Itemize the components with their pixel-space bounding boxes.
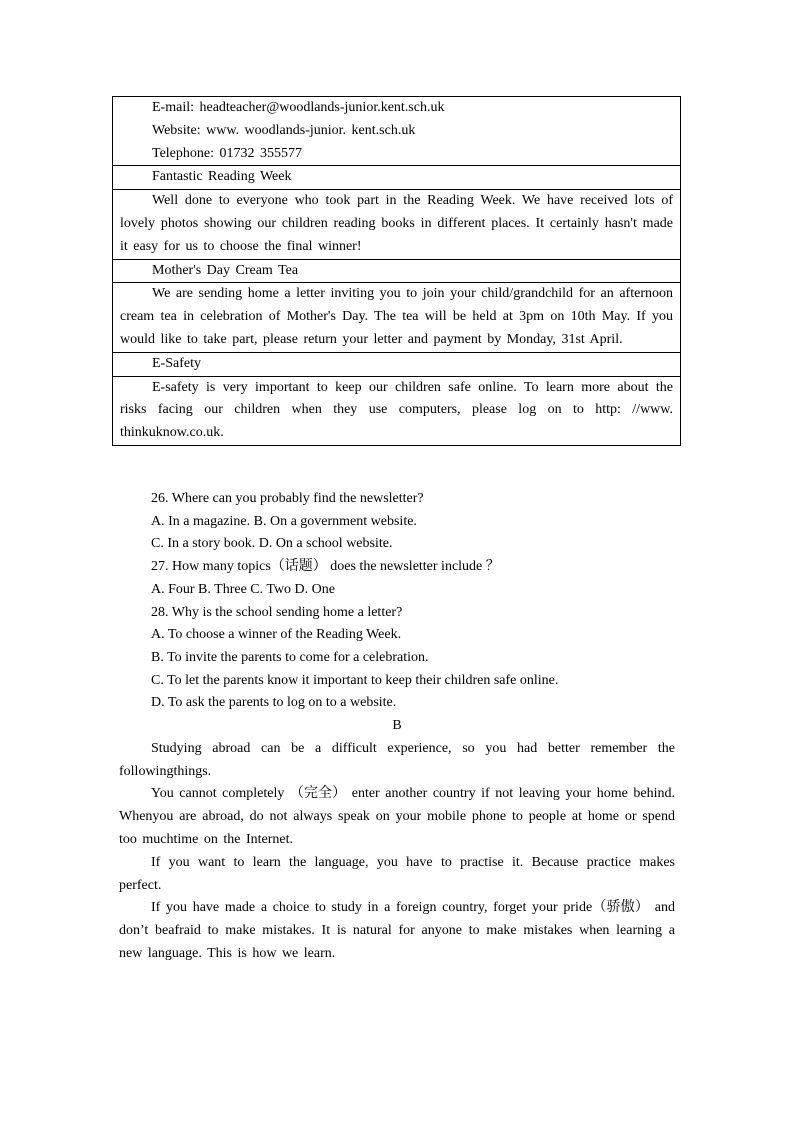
section-body: Well done to everyone who took part in the Reading Week. We have received lots of lovely photos showing our children reading books in different places. It certainly hasn't made it easy for us to choose the final winner!	[120, 193, 673, 254]
question-26-option-ab: A. In a magazine. B. On a government website.	[151, 513, 417, 529]
section-heading-e-safety	[113, 352, 680, 376]
section-body-e-safety	[113, 376, 680, 445]
question-28-stem: 28. Why is the school sending home a letter?	[151, 604, 403, 620]
passage-b	[119, 738, 675, 966]
question-26-option-cd: C. In a story book. D. On a school website.	[151, 536, 393, 552]
contact-telephone: Telephone: 01732 355577	[152, 145, 302, 161]
newsletter-table	[112, 96, 681, 446]
section-body: E-safety is very important to keep our children safe online. To learn more about the risks facing our children when they use computers, please log on to http: //www. thinkuknow.co.uk.	[120, 379, 673, 441]
section-body-reading-week	[113, 189, 680, 258]
section-body-cream-tea	[113, 282, 680, 351]
passage-paragraph: You cannot completely （完全） enter another country if not leaving your home behind. Whenyou are abroad, do not always speak on your mobile phone to people at home or spend too muchtime on the Internet.	[119, 786, 675, 847]
contact-email: E-mail: headteacher@woodlands-junior.kent.sch.uk	[152, 100, 445, 115]
question-28-option-a: A. To choose a winner of the Reading Week.	[151, 627, 402, 643]
section-heading-reading-week	[113, 165, 680, 189]
section-heading-cream-tea	[113, 259, 680, 283]
question-27-stem: 27. How many topics（话题） does the newsletter include ？	[151, 559, 500, 575]
passage-paragraph: If you have made a choice to study in a foreign country, forget your pride（骄傲） and don’t beafraid to make mistakes. It is natural for anyone to make mistakes when learning a new language. This is how we learn.	[119, 900, 675, 961]
question-28-option-d: D. To ask the parents to log on to a website.	[151, 695, 397, 711]
contact-website: Website: www. woodlands-junior. kent.sch.uk	[152, 122, 416, 138]
question-27-options: A. Four B. Three C. Two D. One	[151, 581, 335, 597]
questions-and-passage	[119, 488, 675, 966]
section-heading: Fantastic Reading Week	[152, 169, 292, 185]
question-28-option-b: B. To invite the parents to come for a celebration.	[151, 649, 429, 665]
contact-info-row	[113, 97, 680, 165]
passage-b-label: B	[392, 718, 402, 734]
passage-paragraph: If you want to learn the language, you have to practise it. Because practice makes perfect.	[119, 854, 675, 893]
passage-paragraph: Studying abroad can be a difficult experience, so you had better remember the followingthings.	[119, 740, 675, 779]
section-heading: Mother's Day Cream Tea	[152, 262, 299, 278]
question-26-stem: 26. Where can you probably find the newsletter?	[151, 491, 424, 506]
section-body: We are sending home a letter inviting you to join your child/grandchild for an afternoon cream tea in celebration of Mother's Day. The tea will be held at 3pm on 10th May. If you would like to take part, please return your letter and payment by Monday, 31st April.	[120, 286, 673, 347]
section-heading: E-Safety	[152, 355, 201, 371]
question-28-option-c: C. To let the parents know it important to keep their children safe online.	[151, 672, 559, 688]
